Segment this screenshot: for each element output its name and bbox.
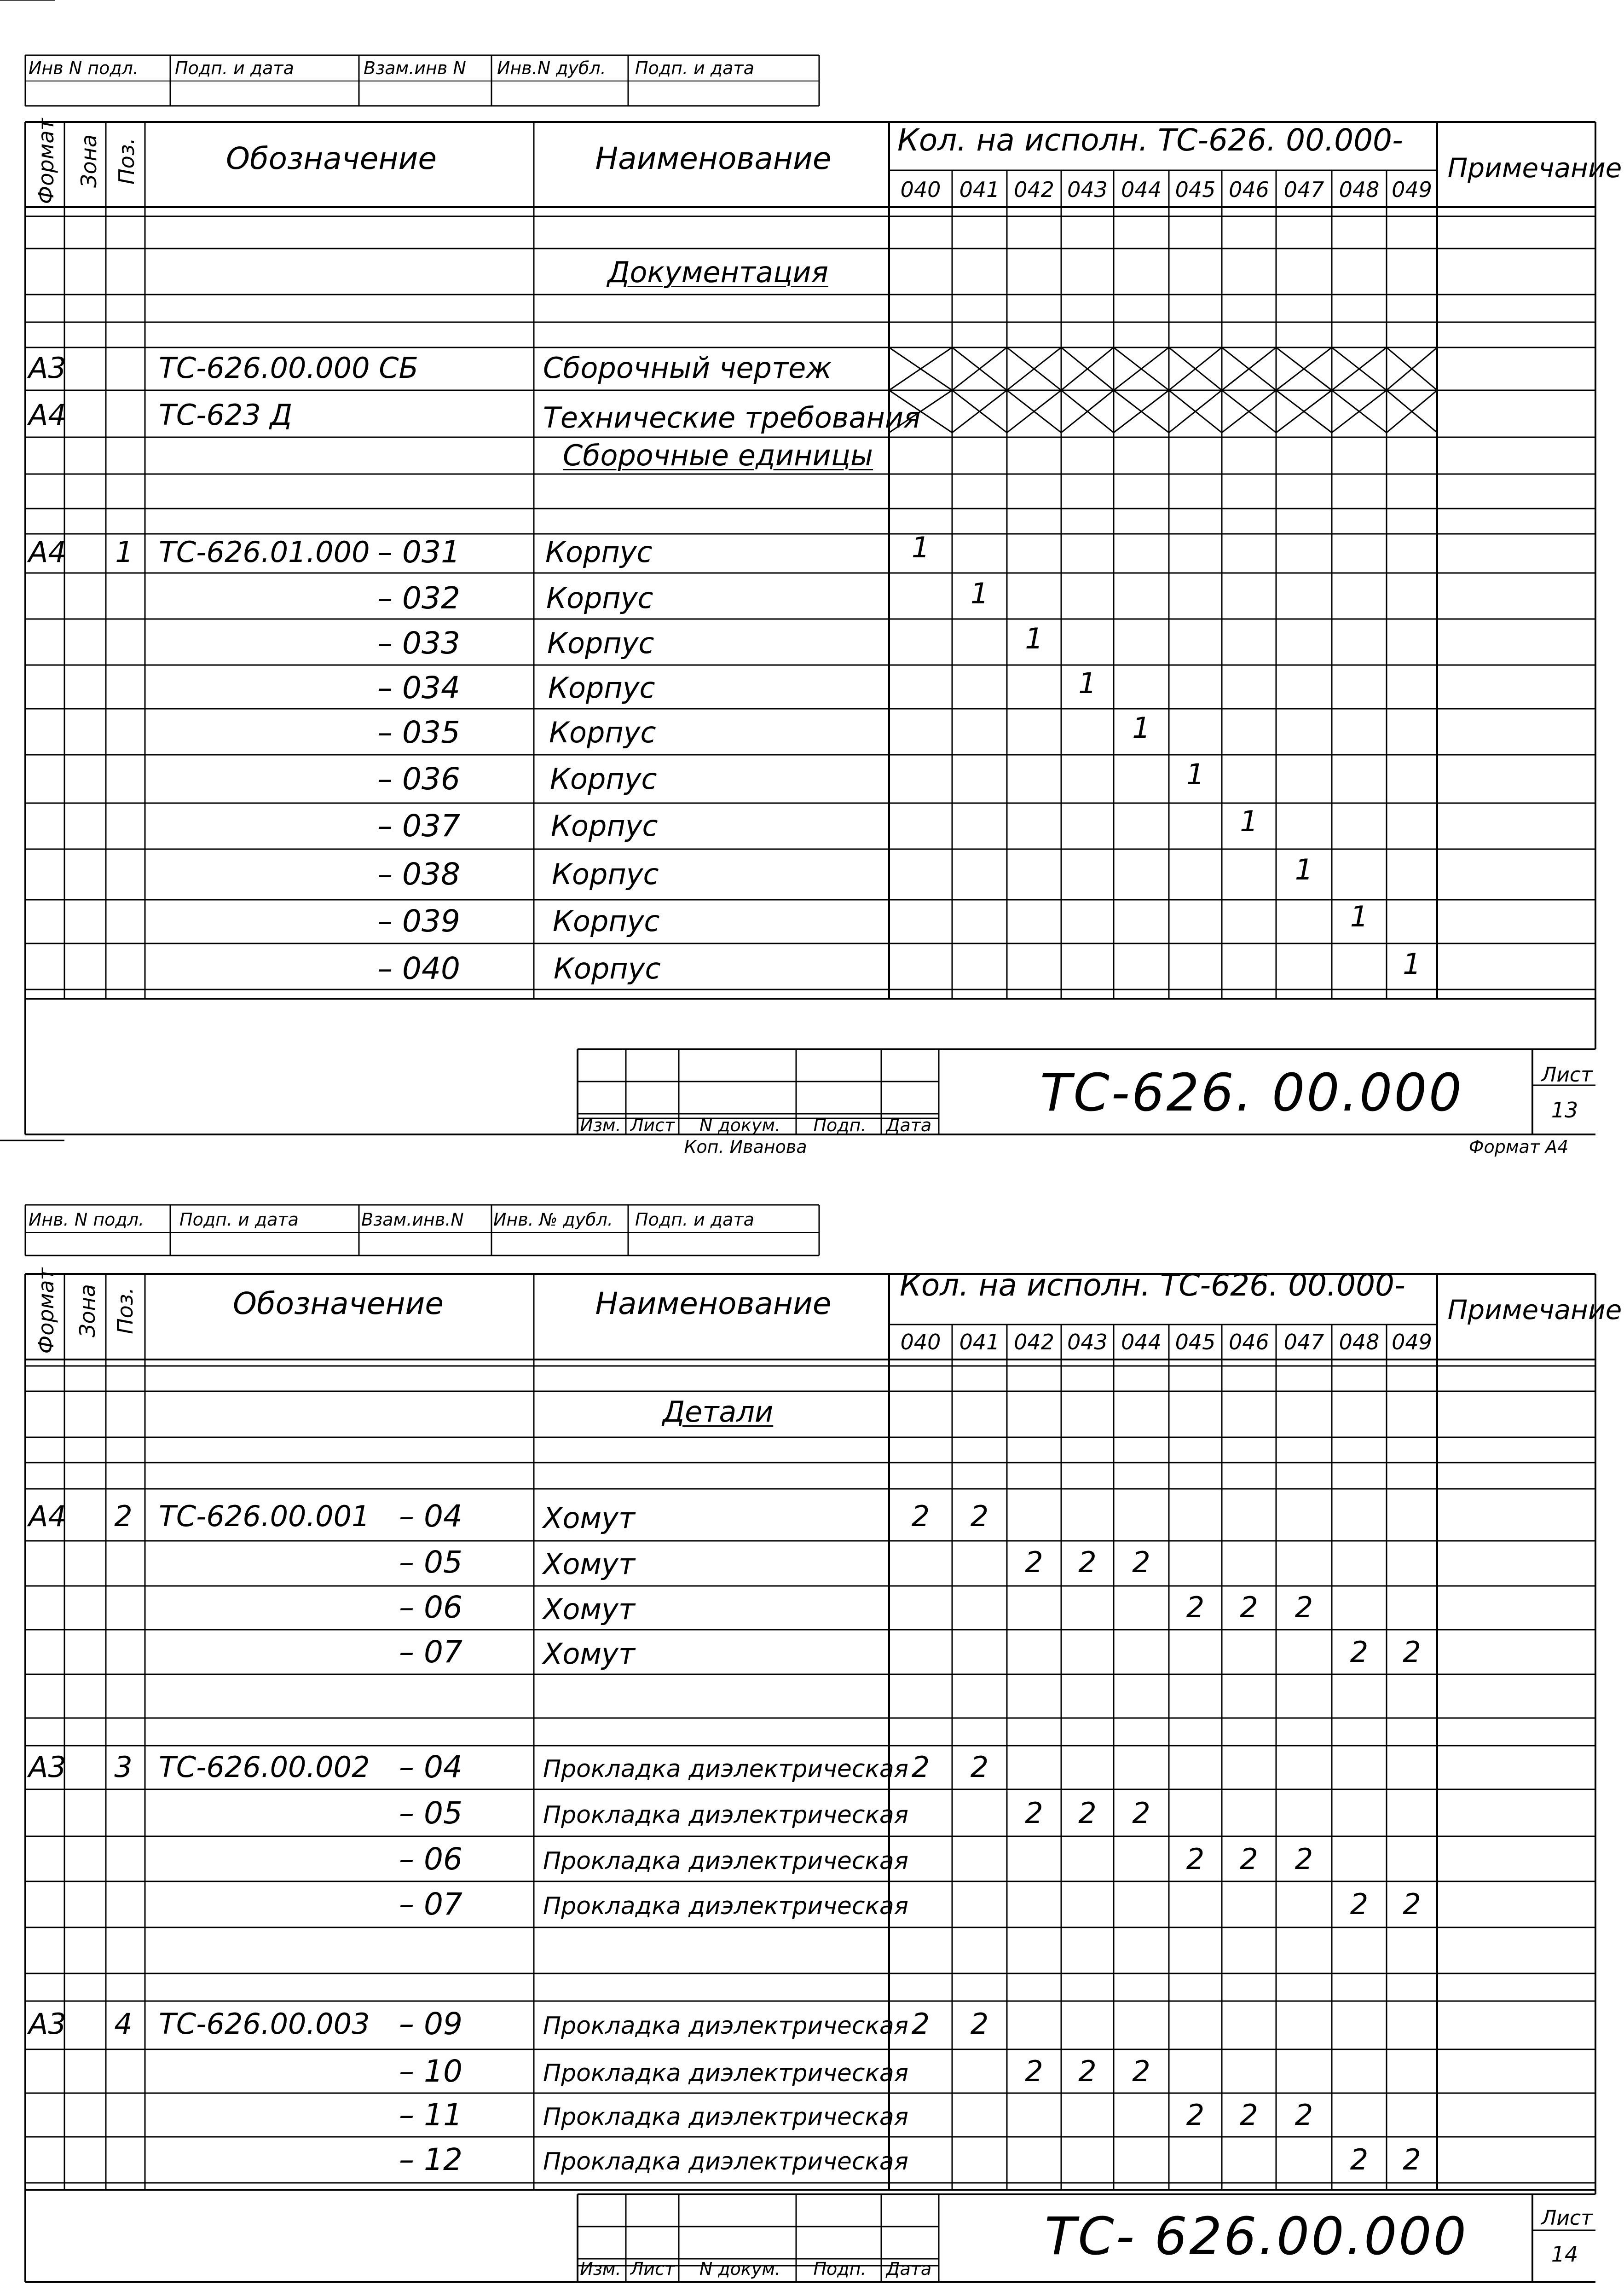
detail-suffix: – 09 bbox=[399, 2006, 462, 2042]
detail-qty: 2 bbox=[1078, 1545, 1097, 1579]
part-qty: 1 bbox=[1240, 804, 1258, 838]
detail-suffix: – 12 bbox=[399, 2142, 462, 2177]
detail-qty: 2 bbox=[970, 1750, 989, 1784]
stamp-podp-data-2: Подп. и дата bbox=[635, 58, 754, 78]
stamp-podp-data: Подп. и дата bbox=[175, 58, 294, 78]
part-suffix: – 040 bbox=[377, 951, 460, 986]
detail-name: Прокладка диэлектрическая bbox=[543, 2012, 909, 2040]
group-designation: ТС-626.00.002 bbox=[159, 1750, 370, 1784]
detail-qty: 2 bbox=[1186, 1842, 1205, 1876]
part-pos: 1 bbox=[115, 535, 133, 569]
part-name: Корпус bbox=[550, 762, 657, 796]
part-qty: 1 bbox=[1078, 666, 1097, 700]
part-suffix: – 032 bbox=[377, 580, 460, 616]
group-format: А3 bbox=[29, 2007, 66, 2041]
variant-040: 040 bbox=[900, 177, 941, 202]
stamp-inv-podl: Инв N подл. bbox=[29, 58, 139, 78]
variant-049: 049 bbox=[1392, 177, 1432, 202]
detail-name: Прокладка диэлектрическая bbox=[543, 1892, 909, 1920]
detail-qty: 2 bbox=[1078, 1796, 1097, 1830]
detail-qty: 2 bbox=[970, 1499, 989, 1533]
detail-name: Прокладка диэлектрическая bbox=[543, 1801, 909, 1829]
tb2-label-ndokum: N докум. bbox=[699, 2259, 781, 2279]
group-pos: 4 bbox=[114, 2007, 133, 2041]
detail-qty: 2 bbox=[1025, 1545, 1043, 1579]
detail-qty: 2 bbox=[1025, 2054, 1043, 2088]
variant-048: 048 bbox=[1339, 177, 1380, 202]
variant-042: 042 bbox=[1014, 177, 1054, 202]
detail-name: Прокладка диэлектрическая bbox=[543, 1847, 909, 1875]
detail-qty: 2 bbox=[1350, 2143, 1369, 2176]
detail-suffix: – 06 bbox=[399, 1590, 462, 1625]
variant2-049: 049 bbox=[1392, 1330, 1432, 1354]
detail-suffix: – 07 bbox=[399, 1634, 462, 1670]
variant2-043: 043 bbox=[1067, 1330, 1108, 1354]
part-name: Корпус bbox=[551, 809, 658, 843]
header-name: Наименование bbox=[595, 141, 832, 176]
group-pos: 2 bbox=[114, 1499, 133, 1533]
detail-qty: 2 bbox=[1295, 1842, 1313, 1876]
variant2-048: 048 bbox=[1339, 1330, 1380, 1354]
title-sheet-number: 13 bbox=[1551, 1098, 1578, 1122]
detail-name: Прокладка диэлектрическая bbox=[543, 2103, 909, 2131]
part-name: Корпус bbox=[546, 581, 653, 615]
detail-qty: 2 bbox=[1132, 1545, 1150, 1579]
section-assembly-units: Сборочные единицы bbox=[562, 439, 873, 472]
part-name: Корпус bbox=[545, 535, 653, 569]
header2-zone: Зона bbox=[75, 1284, 100, 1337]
title2-sheet-number: 14 bbox=[1551, 2242, 1578, 2267]
variant-046: 046 bbox=[1229, 177, 1269, 202]
variant-044: 044 bbox=[1121, 177, 1162, 202]
part-name: Корпус bbox=[554, 952, 661, 985]
part-qty: 1 bbox=[1295, 853, 1313, 886]
detail-name: Прокладка диэлектрическая bbox=[543, 2148, 909, 2175]
part-name: Корпус bbox=[553, 904, 660, 938]
part-name: Корпус bbox=[547, 626, 654, 660]
section-details: Детали bbox=[662, 1395, 774, 1429]
variant2-047: 047 bbox=[1283, 1330, 1324, 1354]
detail-qty: 2 bbox=[1186, 2098, 1205, 2132]
variant2-046: 046 bbox=[1229, 1330, 1269, 1354]
header2-designation: Обозначение bbox=[233, 1286, 444, 1321]
detail-suffix: – 11 bbox=[399, 2097, 462, 2133]
variant2-045: 045 bbox=[1175, 1330, 1216, 1354]
stamp-vzam-inv: Взам.инв N bbox=[364, 58, 466, 78]
header-note: Примечание bbox=[1447, 152, 1622, 184]
spec-sheet-14 bbox=[0, 1137, 1624, 2282]
header2-qty-title: Кол. на исполн. ТС-626. 00.000- bbox=[900, 1267, 1405, 1303]
doc-row-1-designation: ТС-626.00.000 СБ bbox=[159, 351, 419, 385]
part-format: А4 bbox=[29, 535, 66, 569]
detail-suffix: – 05 bbox=[399, 1795, 462, 1831]
detail-qty: 2 bbox=[970, 2007, 989, 2041]
detail-qty: 2 bbox=[1132, 2054, 1150, 2088]
tb2-label-data: Дата bbox=[886, 2259, 932, 2279]
tb-label-data: Дата bbox=[886, 1115, 932, 1135]
doc-row-1-format: А3 bbox=[29, 351, 66, 385]
group-format: А3 bbox=[29, 1750, 66, 1784]
detail-qty: 2 bbox=[1403, 1887, 1421, 1921]
part-suffix: – 031 bbox=[377, 534, 460, 570]
detail-qty: 2 bbox=[1295, 2098, 1313, 2132]
stamp-inv-dubl: Инв.N дубл. bbox=[497, 58, 606, 78]
part-qty: 1 bbox=[1350, 900, 1369, 933]
stamp2-inv-podl: Инв. N подл. bbox=[29, 1209, 144, 1230]
detail-qty: 2 bbox=[1132, 1796, 1150, 1830]
detail-qty: 2 bbox=[911, 1499, 930, 1533]
tb-label-ndokum: N докум. bbox=[699, 1115, 781, 1135]
header-designation: Обозначение bbox=[226, 141, 437, 176]
detail-suffix: – 06 bbox=[399, 1841, 462, 1877]
detail-name: Прокладка диэлектрическая bbox=[543, 1755, 909, 1783]
title2-sheet-label: Лист bbox=[1541, 2206, 1593, 2230]
part-suffix: – 035 bbox=[377, 715, 460, 750]
part-suffix: – 037 bbox=[377, 808, 460, 844]
detail-qty: 2 bbox=[911, 1750, 930, 1784]
header2-pos: Поз. bbox=[113, 1287, 138, 1334]
detail-suffix: – 07 bbox=[399, 1886, 462, 1922]
part-qty: 1 bbox=[970, 577, 989, 610]
tb2-label-list: Лист bbox=[630, 2259, 675, 2279]
detail-name: Хомут bbox=[543, 1547, 635, 1581]
title-doc-number: ТС-626. 00.000 bbox=[1040, 1063, 1463, 1123]
header-pos: Поз. bbox=[114, 138, 139, 185]
detail-qty: 2 bbox=[1025, 1796, 1043, 1830]
header2-format: Формат bbox=[34, 1267, 58, 1354]
header2-name: Наименование bbox=[595, 1286, 832, 1321]
detail-suffix: – 04 bbox=[399, 1498, 462, 1534]
stamp2-inv-dubl: Инв. № дубл. bbox=[493, 1209, 613, 1230]
detail-qty: 2 bbox=[911, 2007, 930, 2041]
tb2-label-izm: Изм. bbox=[580, 2259, 621, 2279]
variant-047: 047 bbox=[1283, 177, 1324, 202]
stamp2-podp-data-2: Подп. и дата bbox=[635, 1209, 754, 1230]
group-format: А4 bbox=[29, 1499, 66, 1533]
title-sheet-label: Лист bbox=[1541, 1063, 1593, 1087]
detail-qty: 2 bbox=[1240, 2098, 1258, 2132]
part-suffix: – 033 bbox=[377, 625, 460, 661]
doc-row-1-name: Сборочный чертеж bbox=[543, 351, 832, 385]
variant2-041: 041 bbox=[959, 1330, 1000, 1354]
detail-name: Хомут bbox=[543, 1501, 635, 1535]
detail-qty: 2 bbox=[1186, 1591, 1205, 1624]
variant2-044: 044 bbox=[1121, 1330, 1162, 1354]
copied-by: Коп. Иванова bbox=[684, 1137, 807, 1157]
part-name: Корпус bbox=[549, 716, 656, 749]
group-pos: 3 bbox=[114, 1750, 133, 1784]
variant2-042: 042 bbox=[1014, 1330, 1054, 1354]
detail-suffix: – 10 bbox=[399, 2054, 462, 2089]
detail-qty: 2 bbox=[1403, 1635, 1421, 1669]
detail-name: Прокладка диэлектрическая bbox=[543, 2060, 909, 2087]
header-zone: Зона bbox=[76, 134, 101, 188]
doc-row-2-designation: ТС-623 Д bbox=[159, 398, 293, 432]
title2-doc-number: ТС- 626.00.000 bbox=[1045, 2207, 1468, 2267]
detail-suffix: – 04 bbox=[399, 1749, 462, 1785]
variant-041: 041 bbox=[959, 177, 1000, 202]
detail-qty: 2 bbox=[1403, 2143, 1421, 2176]
tb-label-izm: Изм. bbox=[580, 1115, 621, 1135]
detail-suffix: – 05 bbox=[399, 1545, 462, 1580]
detail-qty: 2 bbox=[1295, 1591, 1313, 1624]
part-suffix: – 034 bbox=[377, 670, 460, 706]
doc-row-2-name: Технические требования bbox=[543, 401, 921, 434]
stamp2-podp-data: Подп. и дата bbox=[179, 1209, 299, 1230]
detail-name: Хомут bbox=[543, 1637, 635, 1671]
part-name: Корпус bbox=[552, 857, 659, 891]
tb-label-podp: Подп. bbox=[813, 1115, 867, 1135]
part-qty: 1 bbox=[1025, 622, 1043, 655]
tb2-label-podp: Подп. bbox=[813, 2259, 867, 2279]
part-qty: 1 bbox=[1403, 947, 1421, 981]
section-documentation: Документация bbox=[607, 255, 828, 289]
header2-note: Примечание bbox=[1447, 1294, 1622, 1325]
header-format: Формат bbox=[34, 118, 58, 204]
part-suffix: – 039 bbox=[377, 903, 460, 939]
detail-qty: 2 bbox=[1240, 1842, 1258, 1876]
detail-qty: 2 bbox=[1350, 1635, 1369, 1669]
variant-045: 045 bbox=[1175, 177, 1216, 202]
header-qty-title: Кол. на исполн. ТС-626. 00.000- bbox=[897, 122, 1403, 158]
part-suffix: – 038 bbox=[377, 856, 460, 892]
part-suffix: – 036 bbox=[377, 761, 460, 797]
variant-043: 043 bbox=[1067, 177, 1108, 202]
detail-name: Хомут bbox=[543, 1592, 635, 1626]
detail-qty: 2 bbox=[1350, 1887, 1369, 1921]
tb-label-list: Лист bbox=[630, 1115, 675, 1135]
format-note: Формат А4 bbox=[1468, 1137, 1569, 1157]
detail-qty: 2 bbox=[1078, 2054, 1097, 2088]
part-qty: 1 bbox=[1186, 758, 1205, 791]
detail-qty: 2 bbox=[1240, 1591, 1258, 1624]
part-designation: ТС-626.01.000 bbox=[159, 535, 370, 569]
variant2-040: 040 bbox=[900, 1330, 941, 1354]
group-designation: ТС-626.00.003 bbox=[159, 2007, 370, 2041]
part-name: Корпус bbox=[548, 671, 655, 705]
part-qty: 1 bbox=[911, 531, 930, 564]
stamp2-vzam-inv: Взам.инв.N bbox=[361, 1209, 464, 1230]
group-designation: ТС-626.00.001 bbox=[159, 1499, 370, 1533]
doc-row-2-format: А4 bbox=[29, 398, 66, 432]
part-qty: 1 bbox=[1132, 711, 1150, 745]
